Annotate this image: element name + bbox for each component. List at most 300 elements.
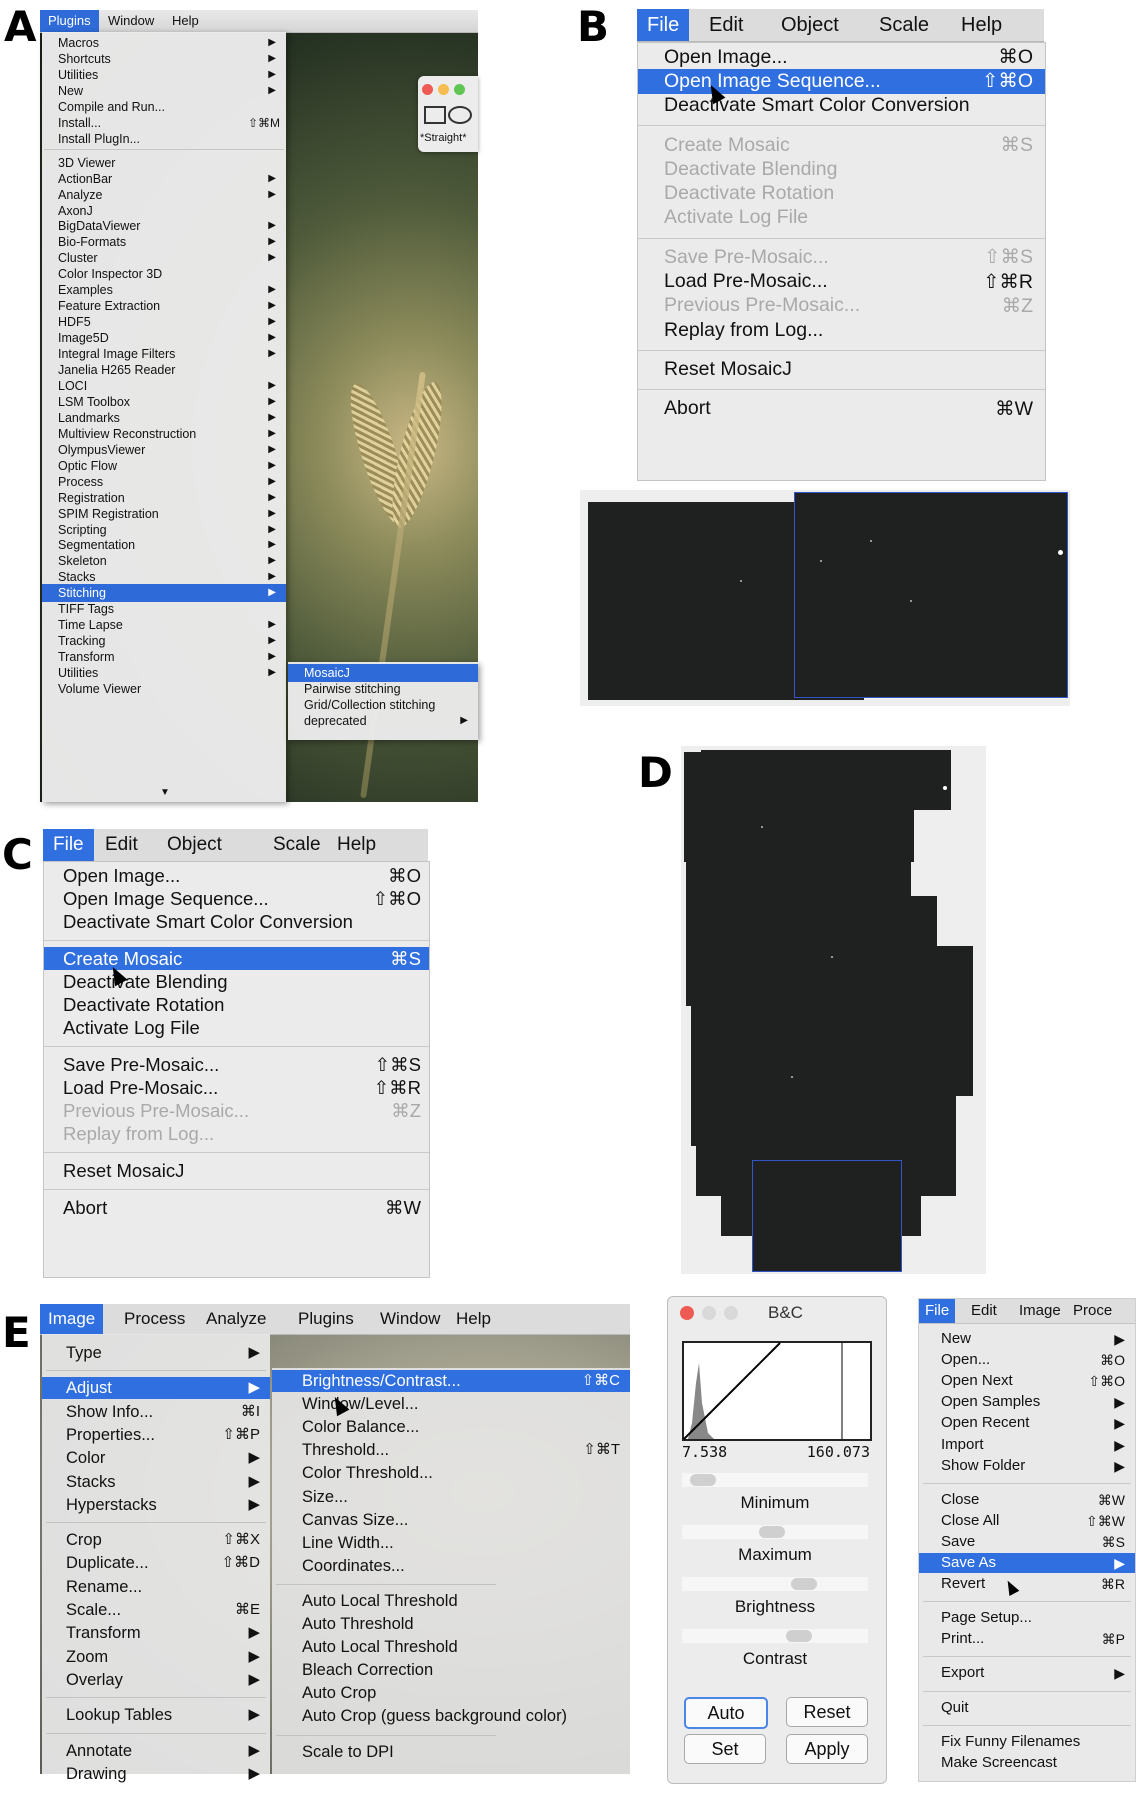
menu-item-label: Stitching [58,586,106,601]
menu-item-fix-funny-filenames[interactable] [919,1732,1135,1752]
menu-item-label: Auto Threshold [302,1615,414,1633]
menu-item-save-as[interactable] [919,1553,1135,1573]
submenu-arrow-icon: ▶ [248,1449,260,1467]
shortcut-label: ⇧⌘R [983,270,1033,293]
menu-item-size[interactable] [272,1486,630,1508]
submenu-arrow-icon: ▶ [1114,1457,1125,1474]
slider-brightness[interactable] [682,1577,868,1591]
histogram-fill [688,1363,714,1439]
menu-item-deactivate-blending[interactable] [44,970,429,993]
max-value-readout: 160.073 [806,1443,870,1461]
file-menubar [919,1299,1135,1324]
menu-item-abort[interactable] [44,1196,429,1219]
menu-item-auto-local-threshold[interactable] [272,1590,630,1612]
menu-item-load-pre-mosaic[interactable] [44,1076,429,1099]
submenu-arrow-icon: ▶ [268,459,276,471]
menu-item-label: Previous Pre-Mosaic... [63,1099,250,1121]
submenu-arrow-icon: ▶ [268,651,276,663]
menu-separator [923,1483,1131,1484]
menubar-item-window[interactable]: Window [380,1309,441,1328]
menubar-item-file[interactable]: File [637,9,689,41]
menubar-item-file[interactable]: File [919,1299,955,1323]
submenu-arrow-icon: ▶ [1114,1331,1125,1347]
menu-item-label: Multiview Reconstruction [58,426,197,441]
panel-c-menubar [43,829,428,862]
menu-item-label: Drawing [66,1764,127,1783]
scroll-down-arrow-icon[interactable]: ▼ [160,787,170,798]
menu-item-label: Tracking [58,634,106,649]
menu-item-bleach-correction[interactable] [272,1659,630,1681]
menu-item-label: Integral Image Filters [58,347,176,362]
mosaic-tile-selected[interactable] [752,1160,902,1272]
menu-separator [46,1697,266,1698]
menu-item-auto-local-threshold[interactable] [272,1636,630,1658]
shortcut-label: ⇧⌘W [1086,1512,1125,1529]
menu-item-label: Brightness/Contrast... [302,1372,461,1390]
menu-item-annotate[interactable] [42,1740,270,1762]
menu-item-canvas-size[interactable] [272,1509,630,1531]
menu-separator [44,1189,429,1190]
slider-knob[interactable] [759,1526,785,1538]
menu-item-label: Fix Funny Filenames [941,1732,1081,1750]
menu-item-label: Open Next [941,1372,1013,1390]
submenu-arrow-icon: ▶ [268,316,276,328]
menu-item-label: Open Image Sequence... [63,887,269,909]
menubar-item-help[interactable]: Help [961,13,1003,36]
menu-item-deactivate-smart-color-conversion[interactable] [44,910,429,933]
shortcut-label: ⇧⌘O [372,887,421,909]
menu-item-duplicate[interactable] [42,1552,270,1574]
panel-b-menubar [637,9,1044,42]
menubar-item-analyze[interactable]: Analyze [206,1309,267,1328]
menu-item-replay-from-log [44,1122,429,1145]
menubar-item-help[interactable]: Help [337,834,377,855]
menu-item-label: Install... [58,115,102,130]
menu-item-brightness-contrast[interactable] [272,1370,630,1392]
menu-item-reset-mosaicj[interactable] [638,357,1045,381]
submenu-arrow-icon: ▶ [1114,1415,1125,1432]
menu-item-label: Volume Viewer [58,682,142,696]
submenu-arrow-icon: ▶ [268,443,276,455]
menu-item-label: Landmarks [58,410,120,425]
menu-item-label: Load Pre-Mosaic... [664,270,828,293]
shortcut-label: ⇧⌘R [373,1076,421,1098]
menu-item-color-balance[interactable] [272,1416,630,1438]
menu-item-overlay[interactable] [42,1669,270,1691]
submenu-arrow-icon: ▶ [248,1379,260,1397]
shortcut-label: ⌘W [1097,1491,1125,1508]
oval-tool-icon[interactable] [448,106,472,124]
menu-item-label: Optic Flow [58,458,118,473]
menu-item-quit[interactable] [919,1698,1135,1718]
submenu-arrow-icon: ▶ [268,68,276,80]
slider-minimum[interactable] [682,1473,868,1487]
menu-item-revert[interactable] [919,1574,1135,1594]
menu-item-import[interactable] [919,1435,1135,1455]
menu-item-reset-mosaicj[interactable] [44,1159,429,1182]
menu-item-scale-to-dpi[interactable] [272,1741,630,1763]
toolbar-window [418,76,478,152]
menu-item-open-image-sequence[interactable] [638,69,1045,93]
close-dot-icon[interactable] [680,1306,694,1320]
menu-item-coordinates[interactable] [272,1555,630,1577]
menu-item-label: Crop [66,1531,102,1550]
menu-item-label: Activate Log File [664,206,809,229]
menu-item-label: Reset MosaicJ [664,357,792,380]
menu-item-volume-viewer[interactable] [42,680,286,696]
menu-item-label: Color Inspector 3D [58,267,163,282]
minimize-dot-icon[interactable] [702,1306,716,1320]
menu-item-label: Load Pre-Mosaic... [63,1076,219,1098]
stitching-submenu [288,662,478,740]
menu-item-label: Deactivate Rotation [63,993,225,1015]
menu-item-save-pre-mosaic[interactable] [44,1053,429,1076]
menu-item-label: Transform [58,650,115,665]
menu-item-rename[interactable] [42,1576,270,1598]
menu-item-close[interactable] [919,1490,1135,1510]
shortcut-label: ⌘O [998,46,1033,69]
submenu-arrow-icon: ▶ [248,1647,260,1665]
menu-item-save[interactable] [919,1532,1135,1552]
menu-item-deactivate-rotation [638,182,1045,206]
menu-item-transform[interactable] [42,1622,270,1644]
panel-label-a: A [4,2,37,51]
shortcut-label: ⌘Z [391,1099,421,1121]
menu-separator [923,1725,1131,1726]
menu-item-create-mosaic[interactable] [44,947,429,970]
shortcut-label: ⌘R [1100,1576,1125,1593]
menu-item-label: Utilities [58,67,99,82]
menu-item-label: Compile and Run... [58,99,166,114]
menu-item-make-screencast[interactable] [919,1753,1135,1773]
menu-item-stacks[interactable] [42,1471,270,1493]
menu-item-open-next[interactable] [919,1371,1135,1391]
adjust-submenu [272,1368,630,1774]
menubar-item-image[interactable]: Image [1019,1302,1061,1319]
menu-item-window-level[interactable] [272,1393,630,1415]
menu-item-print[interactable] [919,1629,1135,1649]
menu-item-label: Create Mosaic [63,947,183,969]
submenu-arrow-icon: ▶ [1114,1665,1125,1682]
menu-separator [638,125,1045,126]
menu-item-label: Segmentation [58,538,136,553]
menu-item-label: Examples [58,283,113,298]
submenu-arrow-icon: ▶ [248,1495,260,1513]
menu-item-label: Properties... [66,1425,155,1444]
bright-spot [1058,550,1063,555]
submenu-arrow-icon: ▶ [460,715,468,726]
submenu-arrow-icon: ▶ [268,188,276,200]
shortcut-label: ⇧⌘S [374,1053,421,1075]
set-button[interactable]: Set [684,1734,766,1764]
menubar-item-process[interactable]: Process [124,1309,186,1328]
menu-item-open[interactable] [919,1350,1135,1370]
submenu-arrow-icon: ▶ [1114,1394,1125,1411]
menu-item-color-threshold[interactable] [272,1462,630,1484]
menu-item-label: Open Image Sequence... [664,69,881,92]
menu-item-label: LSM Toolbox [58,394,131,409]
menu-item-label: 3D Viewer [58,155,116,170]
menu-item-export[interactable] [919,1663,1135,1683]
menu-item-label: Color [66,1449,106,1468]
menu-item-label: Utilities [58,666,99,681]
submenu-arrow-icon: ▶ [268,571,276,583]
menu-item-open-recent[interactable] [919,1413,1135,1433]
submenu-arrow-icon: ▶ [268,667,276,679]
submenu-arrow-icon: ▶ [268,332,276,344]
maximize-dot-icon[interactable] [724,1306,738,1320]
shortcut-label: ⌘W [995,397,1033,420]
panel-c-file-menu [43,861,430,1278]
menu-item-abort[interactable] [638,397,1045,421]
menu-item-label: Create Mosaic [664,133,790,156]
menu-separator [46,1733,266,1734]
menubar-item-object[interactable]: Object [781,13,839,36]
slider-maximum[interactable] [682,1525,868,1539]
menu-item-label: Cluster [58,251,98,266]
menu-item-label: Previous Pre-Mosaic... [664,294,861,317]
submenu-arrow-icon: ▶ [248,1472,260,1490]
menu-item-type[interactable] [42,1342,270,1364]
menu-item-label: Open Image... [664,45,788,68]
menu-item-label: Annotate [66,1741,133,1760]
menu-item-label: Auto Local Threshold [302,1638,458,1657]
menu-separator [44,1046,429,1047]
slider-label-brightness: Brightness [734,1597,816,1616]
menu-item-label: Deactivate Smart Color Conversion [63,910,353,932]
submenu-arrow-icon: ▶ [268,411,276,423]
menubar-item-object[interactable]: Object [167,834,222,855]
file-menu-panel [918,1298,1136,1782]
menu-item-label: Canvas Size... [302,1510,409,1529]
submenu-arrow-icon: ▶ [268,252,276,264]
menu-item-open-image[interactable] [638,45,1045,69]
min-value-readout: 7.538 [682,1443,728,1461]
submenu-arrow-icon: ▶ [248,1624,260,1642]
menu-item-label: Auto Crop (guess background color) [302,1707,568,1726]
menu-item-label: SPIM Registration [58,506,159,521]
menubar-item-plugins[interactable]: Plugins [298,1309,354,1328]
shortcut-label: ⌘S [1101,1533,1125,1550]
menu-item-adjust[interactable] [42,1377,270,1399]
menu-item-label: Save As [941,1554,997,1571]
rectangle-tool-icon[interactable] [424,106,446,124]
menu-separator [638,389,1045,390]
menu-item-activate-log-file [638,206,1045,230]
submenu-arrow-icon: ▶ [268,539,276,551]
menu-item-label: Open Recent [941,1414,1030,1432]
submenu-arrow-icon: ▶ [268,507,276,519]
slider-label-maximum: Maximum [738,1545,812,1564]
shortcut-label: ⌘S [390,947,421,969]
slider-knob[interactable] [791,1578,817,1590]
reset-button[interactable]: Reset [786,1697,868,1727]
menu-item-install-plugin[interactable] [42,130,286,148]
speck [740,580,742,582]
close-dot-icon[interactable] [422,84,433,95]
menubar-item-proce[interactable]: Proce [1073,1302,1113,1319]
menu-item-label: Close [941,1490,980,1508]
menubar-item-help[interactable]: Help [456,1309,491,1328]
menu-item-label: Page Setup... [941,1609,1032,1627]
menu-item-label: Process [58,474,104,489]
shortcut-label: ⌘O [1100,1352,1125,1369]
submenu-arrow-icon: ▶ [268,348,276,360]
menu-item-label: Hyperstacks [66,1495,157,1514]
submenu-arrow-icon: ▶ [268,427,276,439]
auto-button[interactable]: Auto [684,1697,768,1729]
menu-item-label: Pairwise stitching [304,682,401,696]
shortcut-label: ⌘O [388,864,421,886]
menu-item-label: Bio-Formats [58,235,127,250]
menu-item-label: Deactivate Rotation [664,182,835,205]
menubar [40,10,478,33]
menu-item-label: Replay from Log... [63,1122,215,1144]
menu-item-label: Analyze [58,187,103,202]
menubar-item-plugins[interactable]: Plugins [40,10,99,32]
menu-item-new[interactable] [919,1329,1135,1349]
menu-item-show-folder[interactable] [919,1456,1135,1476]
menu-item-auto-threshold[interactable] [272,1613,630,1635]
menu-item-open-samples[interactable] [919,1392,1135,1412]
imagej-menubar [40,1304,630,1335]
menu-item-label: Color Threshold... [302,1464,433,1483]
menu-separator [44,149,284,150]
slider-knob[interactable] [786,1630,812,1642]
submenu-arrow-icon: ▶ [268,300,276,312]
menu-item-label: Deactivate Smart Color Conversion [664,94,970,117]
speck [791,1076,793,1078]
menubar-item-edit[interactable]: Edit [709,13,744,36]
image-menu [42,1334,270,1783]
menu-item-threshold[interactable] [272,1439,630,1461]
menu-item-auto-crop-guess-background-color[interactable] [272,1705,630,1727]
menu-item-label: Auto Crop [302,1684,377,1703]
menu-item-drawing[interactable] [42,1763,270,1785]
menu-item-label: ActionBar [58,171,113,186]
menu-item-deactivate-smart-color-conversion[interactable] [638,94,1045,118]
menu-separator [638,350,1045,351]
dialog-title: B&C [768,1303,803,1322]
menu-separator [276,1735,496,1736]
slider-knob[interactable] [690,1474,716,1486]
submenu-arrow-icon: ▶ [248,1344,260,1361]
menubar-item-help[interactable]: Help [172,13,199,28]
menu-item-label: Rename... [66,1577,143,1596]
submenu-item-deprecated[interactable] [288,712,478,730]
submenu-arrow-icon: ▶ [268,523,276,535]
menubar-item-image[interactable]: Image [40,1304,103,1334]
shortcut-label: ⌘W [385,1196,421,1218]
panel-label-d: D [638,748,673,797]
menu-item-label: Save Pre-Mosaic... [664,245,829,268]
menu-separator [638,238,1045,239]
menubar-item-file[interactable]: File [43,829,94,861]
maximize-dot-icon[interactable] [454,84,465,95]
submenu-arrow-icon: ▶ [1114,1436,1125,1453]
apply-button[interactable]: Apply [786,1734,868,1764]
menu-item-label: Show Info... [66,1402,154,1421]
submenu-arrow-icon: ▶ [268,84,276,96]
menu-item-crop[interactable] [42,1529,270,1551]
shortcut-label: ⇧⌘C [581,1372,620,1389]
menu-item-label: Scale... [66,1601,122,1619]
menu-item-label: Macros [58,36,99,50]
submenu-arrow-icon: ▶ [268,172,276,184]
shortcut-label: ⇧⌘T [583,1441,620,1459]
mosaic-tile-selected[interactable] [794,492,1068,698]
menu-item-color[interactable] [42,1447,270,1469]
menu-item-scale[interactable] [42,1599,270,1621]
menu-item-hyperstacks[interactable] [42,1494,270,1516]
submenu-arrow-icon: ▶ [268,236,276,248]
menu-item-page-setup[interactable] [919,1608,1135,1628]
menu-item-auto-crop[interactable] [272,1682,630,1704]
menu-item-label: MosaicJ [304,666,350,680]
panel-b-mosaic-canvas [580,490,1070,706]
menu-item-label: Close All [941,1511,1000,1529]
menu-item-deactivate-rotation[interactable] [44,993,429,1016]
menu-item-replay-from-log[interactable] [638,318,1045,342]
menu-item-open-image[interactable] [44,864,429,887]
menu-item-label: Size... [302,1487,348,1506]
menubar-item-edit[interactable]: Edit [105,834,138,855]
menu-item-open-image-sequence[interactable] [44,887,429,910]
menu-item-load-pre-mosaic[interactable] [638,269,1045,293]
menu-item-label: Install PlugIn... [58,131,140,146]
menu-item-label: Duplicate... [66,1554,149,1573]
menu-separator [923,1601,1131,1602]
slider-label-contrast: Contrast [742,1649,808,1668]
menu-item-label: Open... [941,1351,991,1369]
menu-item-label: Coordinates... [302,1556,405,1575]
submenu-arrow-icon: ▶ [268,37,276,48]
menu-item-label: Deactivate Blending [63,970,228,992]
speck [870,540,872,542]
slider-contrast[interactable] [682,1629,868,1643]
histogram [682,1341,872,1441]
menu-item-label: Save [941,1532,976,1550]
menu-item-activate-log-file[interactable] [44,1016,429,1039]
menu-item-label: Color Balance... [302,1418,420,1437]
submenu-arrow-icon: ▶ [268,491,276,503]
menu-item-line-width[interactable] [272,1532,630,1554]
brightness-contrast-dialog [667,1296,887,1784]
menu-item-label: Import [941,1435,984,1453]
menu-item-label: Scale to DPI [302,1742,394,1761]
menu-item-label: Janelia H265 Reader [58,363,176,377]
menu-item-lookup-tables[interactable] [42,1704,270,1726]
speck [910,600,912,602]
menubar-item-scale[interactable]: Scale [879,13,930,36]
panel-d-mosaic-canvas [681,746,986,1274]
submenu-arrow-icon: ▶ [268,220,276,232]
menu-item-zoom[interactable] [42,1646,270,1668]
minimize-dot-icon[interactable] [438,84,449,95]
menu-item-label: Auto Local Threshold [302,1591,458,1610]
submenu-arrow-icon: ▶ [268,635,276,647]
menu-item-properties[interactable] [42,1424,270,1446]
bright-spot [943,786,947,790]
menubar-item-window[interactable]: Window [108,13,155,28]
menubar-item-edit[interactable]: Edit [971,1302,997,1319]
shortcut-label: ⇧⌘M [247,115,280,130]
menu-item-show-info[interactable] [42,1401,270,1423]
menu-separator [276,1584,496,1585]
menubar-item-scale[interactable]: Scale [273,834,321,855]
submenu-arrow-icon: ▶ [248,1764,260,1782]
menu-item-close-all[interactable] [919,1511,1135,1531]
